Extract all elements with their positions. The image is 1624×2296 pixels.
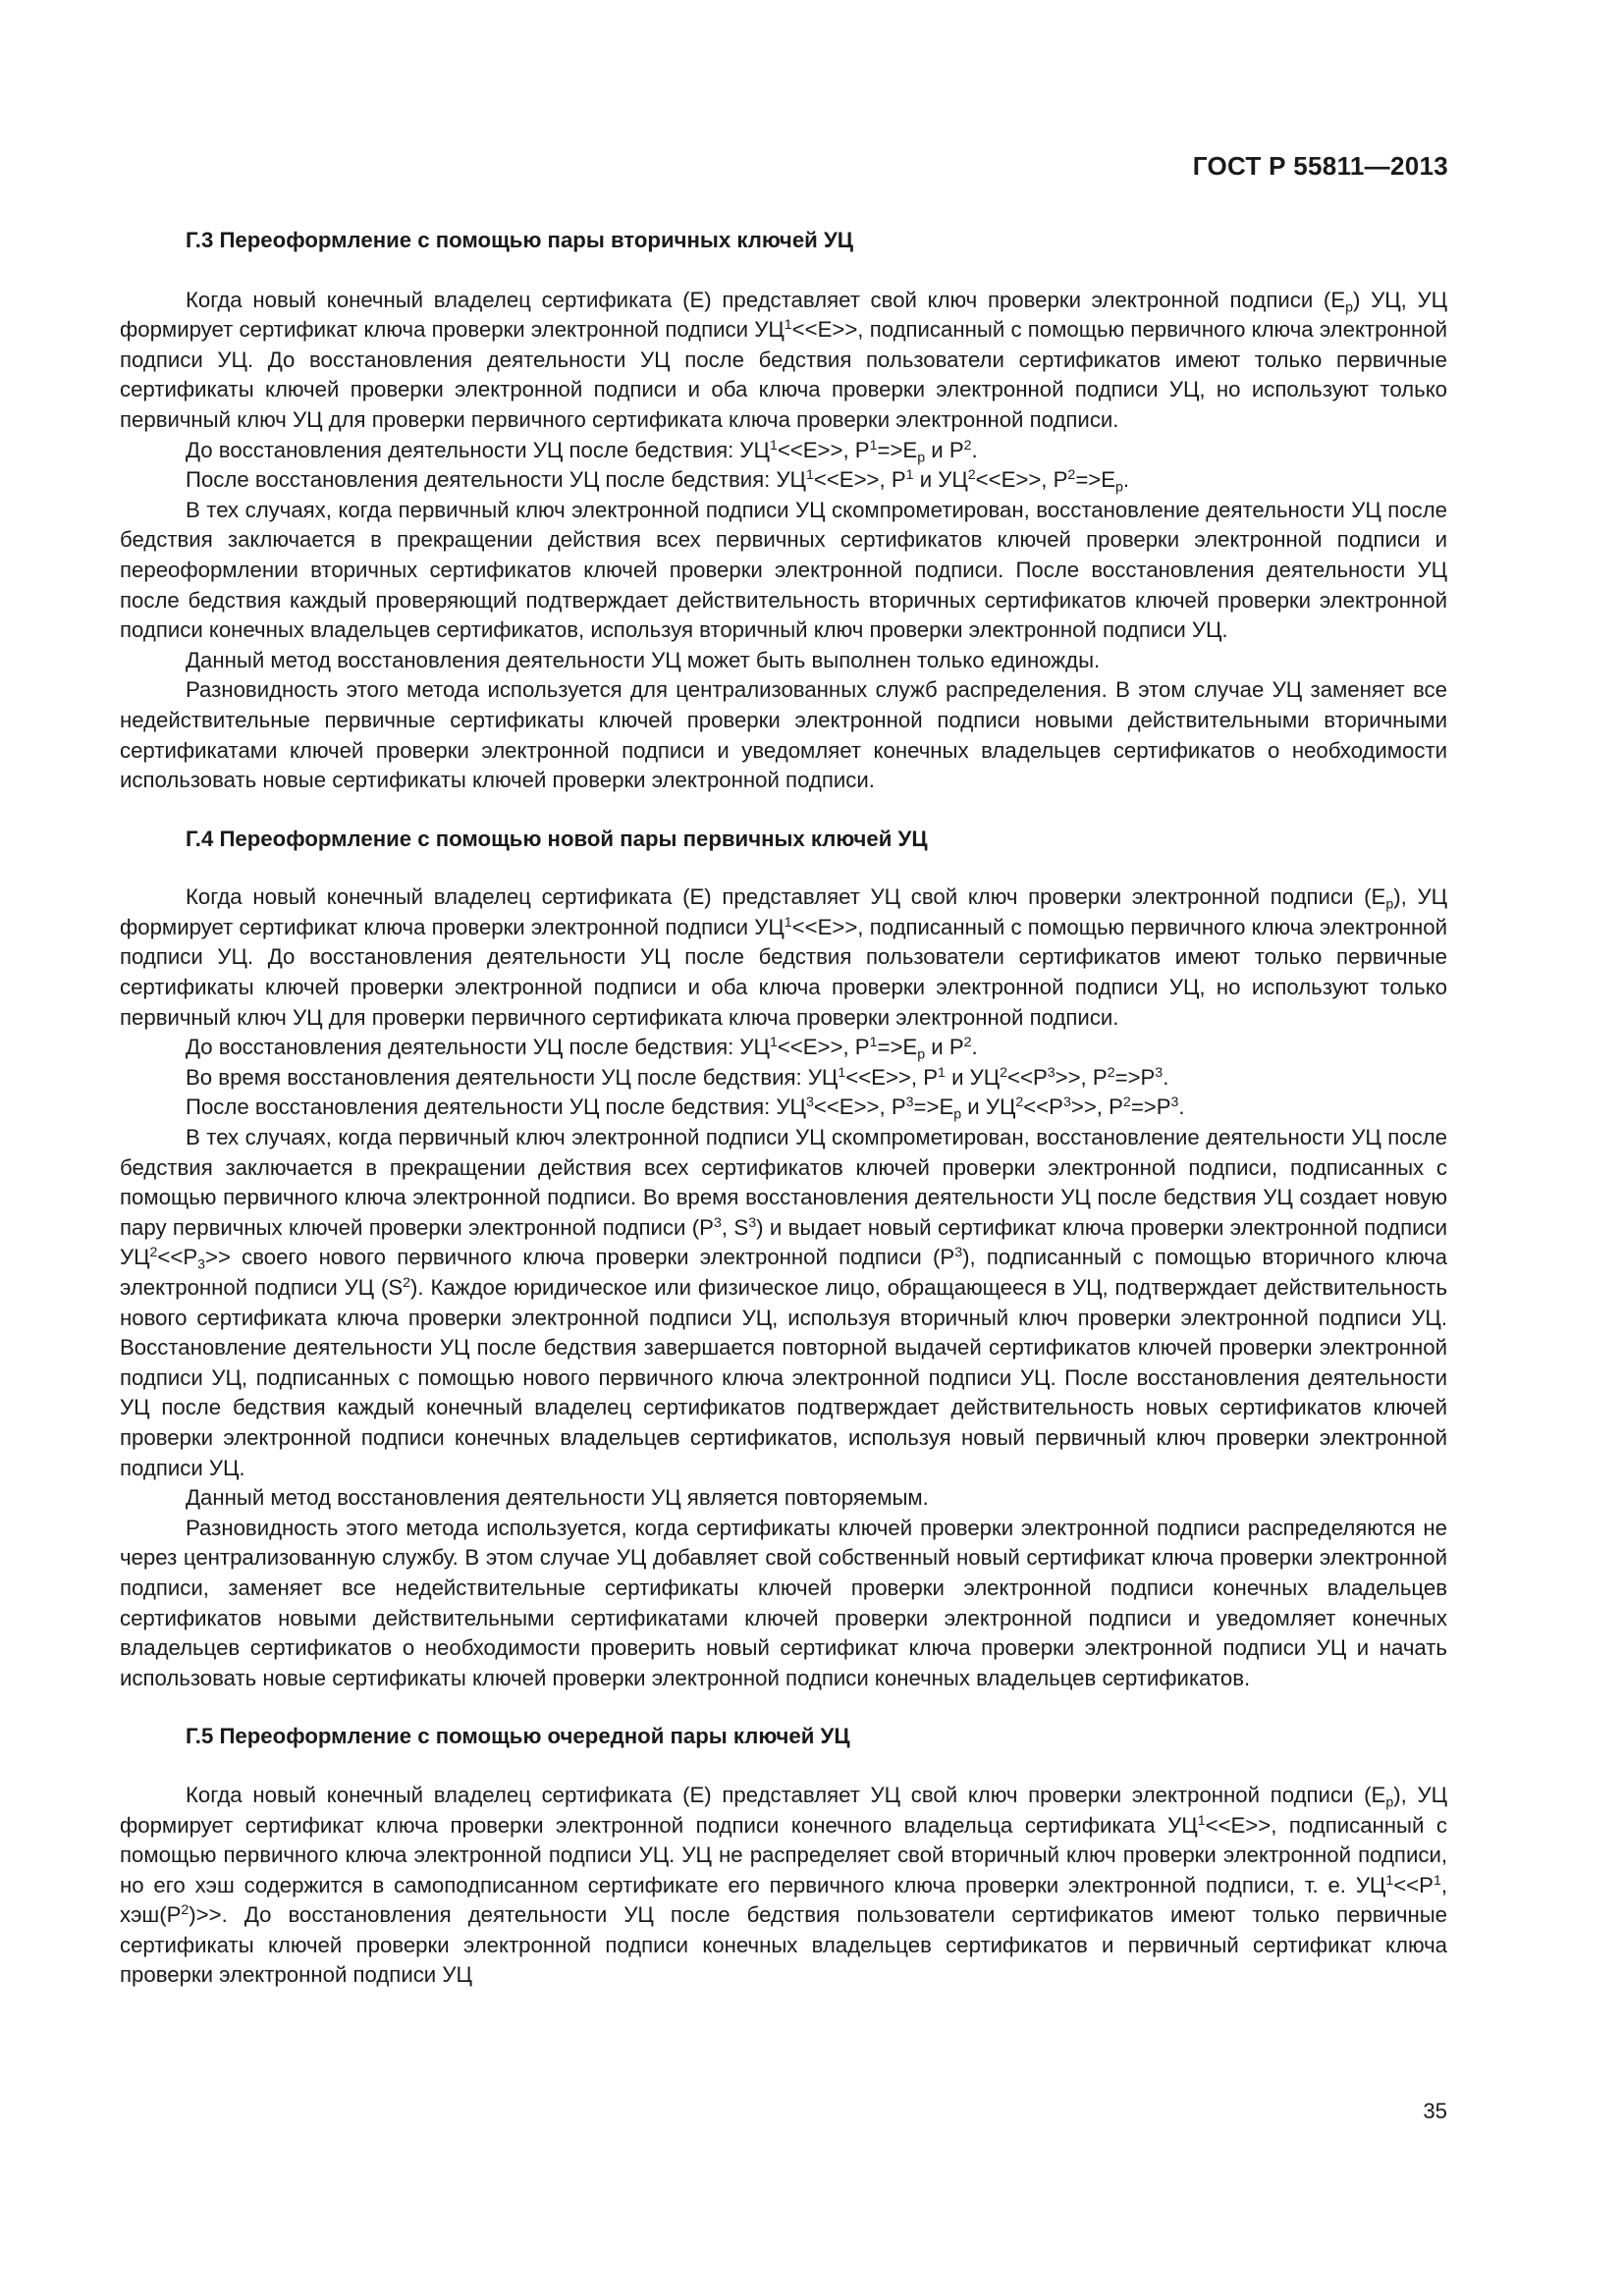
formula-line: До восстановления деятельности УЦ после бедствия: $УЦ^1<<E>>$, $P^1=>E_p$ и $P^2$. — [186, 1035, 978, 1063]
paragraph: Данный метод восстановления деятельности УЦ может быть выполнен только единожды. — [186, 647, 1101, 672]
document-header: ГОСТ Р 55811—2013 — [1192, 151, 1448, 181]
paragraph: Данный метод восстановления деятельности УЦ является повторяемым. — [186, 1485, 929, 1511]
section-spacer — [120, 796, 1447, 825]
document-body — [120, 226, 1447, 1991]
paragraph: Когда новый конечный владелец сертификата (E) представляет УЦ свой ключ проверки электронной подписи $(E_p)$, УЦ формирует сертификат ключа проверки электронной подписи $УЦ^1<<E>>$, подписанный с помощью первичного ключа электронной подписи УЦ. До восстановления деятельности УЦ после бедствия пользователи сертификатов имеют только первичные сертификаты ключей проверки электронной подписи и оба ключа проверки электронной подписи УЦ, но используют только первичный ключ УЦ для проверки первичного сертификата ключа проверки электронной подписи. — [120, 884, 1447, 1030]
paragraph: Когда новый конечный владелец сертификата (E) представляет УЦ свой ключ проверки электронной подписи $(E_p)$, УЦ формирует сертификат ключа проверки электронной подписи конечного владельца сертификата $УЦ^1<<E>>$, подписанный с помощью первичного ключа электронной подписи УЦ. УЦ не распределяет свой вторичный ключ проверки электронной подписи, но его хэш содержится в самоподписанном сертификате его первичного ключа проверки электронной подписи, т. е. $УЦ^1<<P^1$, $хэш(P^2)>>$. До восстановления деятельности УЦ после бедствия пользователи сертификатов имеют только первичные сертификаты ключей проверки электронной подписи конечных владельцев сертификатов и первичный сертификат ключа проверки электронной подписи УЦ — [120, 1782, 1447, 1988]
section-spacer — [120, 854, 1447, 882]
paragraph: Разновидность этого метода используется, когда сертификаты ключей проверки электронной подписи распределяются не через централизованную службу. В этом случае УЦ добавляет свой собственный новый сертификат ключа проверки электронной подписи, заменяет все недействительные сертификаты ключей проверки электронной подписи конечных владельцев сертификатов новыми действительными сертификатами ключей проверки электронной подписи и уведомляет конечных владельцев сертификатов о необходимости проверить новый сертификат ключа проверки электронной подписи УЦ и начать использовать новые сертификаты ключей проверки электронной подписи конечных владельцев сертификатов. — [120, 1515, 1447, 1690]
formula-line: После восстановления деятельности УЦ после бедствия: $УЦ^1<<E>>$, $P^1$ и $УЦ^2<<E>>$, $P^2=>E_p$. — [186, 467, 1130, 496]
paragraph: В тех случаях, когда первичный ключ электронной подписи УЦ скомпрометирован, восстановление деятельности УЦ после бедствия заключается в прекращении действия всех первичных сертификатов ключей проверки электронной подписи и переоформлении вторичных сертификатов ключей проверки электронной подписи. После восстановления деятельности УЦ после бедствия каждый проверяющий подтверждает действительность вторичных сертификатов ключей проверки электронной подписи конечных владельцев сертификатов, используя вторичный ключ проверки электронной подписи УЦ. — [120, 497, 1447, 643]
paragraph: Разновидность этого метода используется для централизованных служб распределения. В этом случае УЦ заменяет все недействительные первичные сертификаты ключей проверки электронной подписи новыми действительными вторичными сертификатами ключей проверки электронной подписи и уведомляет конечных владельцев сертификатов о необходимости использовать новые сертификаты ключей проверки электронной подписи. — [120, 677, 1447, 793]
section-heading-g4: Г.4 Переоформление с помощью новой пары первичных ключей УЦ — [186, 826, 928, 851]
paragraph: Когда новый конечный владелец сертификата (E) представляет свой ключ проверки электронной подписи $(E_p)$ УЦ, УЦ формирует сертификат ключа проверки электронной подписи $УЦ^1<<E>>$, подписанный с помощью первичного ключа электронной подписи УЦ. До восстановления деятельности УЦ после бедствия пользователи сертификатов имеют только первичные сертификаты ключей проверки электронной подписи и оба ключа проверки электронной подписи УЦ, но используют только первичный ключ УЦ для проверки первичного сертификата ключа проверки электронной подписи. — [120, 287, 1447, 432]
section-heading-g5: Г.5 Переоформление с помощью очередной пары ключей УЦ — [186, 1724, 850, 1749]
formula-line: Во время восстановления деятельности УЦ после бедствия: $УЦ^1<<E>>$, $P^1$ и $УЦ^2<<P^3>>$, $P^2=>P^3$. — [186, 1064, 1169, 1090]
section-spacer — [120, 1752, 1447, 1781]
page-number: 35 — [1423, 2099, 1447, 2123]
paragraph: В тех случаях, когда первичный ключ электронной подписи УЦ скомпрометирован, восстановление деятельности УЦ после бедствия заключается в прекращении действия всех сертификатов ключей проверки электронной подписи, подписанных с помощью первичного ключа электронной подписи. Во время восстановления деятельности УЦ после бедствия УЦ создает новую пару первичных ключей проверки электронной подписи ($P^3$, $S^3$) и выдает новый сертификат ключа проверки электронной подписи $УЦ^2<<P_3>>$ своего нового первичного ключа проверки электронной подписи $(P^3)$, подписанный с помощью вторичного ключа электронной подписи УЦ $(S^2)$. Каждое юридическое или физическое лицо, обращающееся в УЦ, подтверждает действительность нового сертификата ключа проверки электронной подписи УЦ, используя вторичный ключ проверки электронной подписи УЦ. Восстановление деятельности УЦ после бедствия завершается повторной выдачей сертификатов ключей проверки электронной подписи УЦ, подписанных с помощью нового первичного ключа электронной подписи УЦ. После восстановления деятельности УЦ после бедствия каждый конечный владелец сертификатов подтверждает действительность новых сертификатов ключей проверки электронной подписи конечных владельцев сертификатов, используя новый первичный ключ проверки электронной подписи УЦ. — [120, 1125, 1448, 1480]
section-spacer — [120, 1693, 1447, 1722]
formula-line: После восстановления деятельности УЦ после бедствия: $УЦ^3<<E>>$, $P^3=>E_p$ и $УЦ^2<<P^3>>$, $P^2=>P^3$. — [186, 1095, 1185, 1123]
formula-line: До восстановления деятельности УЦ после бедствия: $УЦ^1<<E>>$, $P^1=>E_p$ и $P^2$. — [186, 437, 978, 465]
section-heading-g3: Г.3 Переоформление с помощью пары вторичных ключей УЦ — [186, 228, 853, 252]
